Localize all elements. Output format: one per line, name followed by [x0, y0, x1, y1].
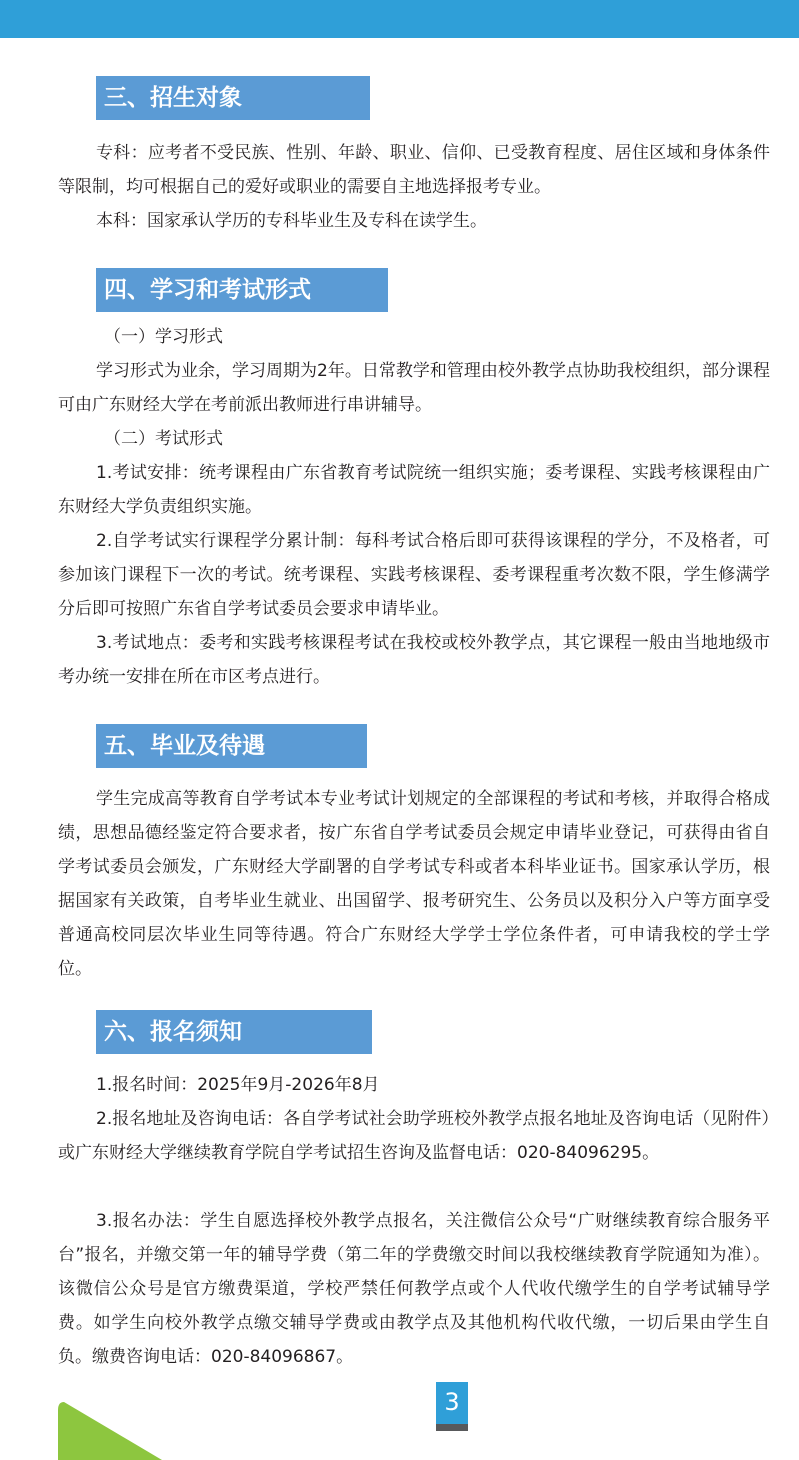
paragraph-s6-1: 1.报名时间：2025年9月-2026年8月	[96, 1075, 380, 1095]
paragraph-s6-3: 3.报名办法：学生自愿选择校外教学点报名，关注微信公众号“广财继续教育综合服务平台”报名，并缴交第一年的辅导学费（第二年的学费缴交时间以我校继续教育学院通知为准）。该微信公众号是官方缴费渠道，学校严禁任何教学点或个人代收代缴学生的自学考试辅导学费。如学生向校外教学点缴交辅导学费或由教学点及其他机构代收代缴，一切后果由学生自负。缴费咨询电话：020-84096867。	[58, 1211, 770, 1367]
page-number-underline	[436, 1424, 468, 1431]
decorative-corner-triangle	[58, 1402, 168, 1460]
subheading-exam-form: （二）考试形式	[104, 429, 223, 449]
paragraph-s4-4: 3.考试地点：委考和实践考核课程考试在我校或校外教学点，其它课程一般由当地地级市考办统一安排在所在市区考点进行。	[58, 633, 770, 687]
paragraph-s4-1: 学习形式为业余，学习周期为2年。日常教学和管理由校外教学点协助我校组织，部分课程可由广东财经大学在考前派出教师进行串讲辅导。	[58, 361, 770, 415]
page-number: 3	[436, 1382, 468, 1426]
section-heading-4: 四、学习和考试形式	[96, 268, 388, 312]
paragraph-s5-1: 学生完成高等教育自学考试本专业考试计划规定的全部课程的考试和考核，并取得合格成绩，思想品德经鉴定符合要求者，按广东省自学考试委员会规定申请毕业登记，可获得由省自学考试委员会颁发，广东财经大学副署的自学考试专科或者本科毕业证书。国家承认学历，根据国家有关政策，自考毕业生就业、出国留学、报考研究生、公务员以及积分入户等方面享受普通高校同层次毕业生同等待遇。符合广东财经大学学士学位条件者，可申请我校的学士学位。	[58, 789, 770, 979]
paragraph-s4-2: 1.考试安排：统考课程由广东省教育考试院统一组织实施；委考课程、实践考核课程由广东财经大学负责组织实施。	[58, 463, 770, 517]
section-heading-3: 三、招生对象	[96, 76, 370, 120]
paragraph-s6-2: 2.报名地址及咨询电话：各自学考试社会助学班校外教学点报名地址及咨询电话（见附件）或广东财经大学继续教育学院自学考试招生咨询及监督电话：020-84096295。	[58, 1109, 770, 1163]
paragraph-s3-2: 本科：国家承认学历的专科毕业生及专科在读学生。	[96, 211, 487, 231]
top-banner-bar	[0, 0, 799, 38]
subheading-study-form: （一）学习形式	[104, 327, 223, 347]
section-heading-6: 六、报名须知	[96, 1010, 372, 1054]
paragraph-s4-3: 2.自学考试实行课程学分累计制：每科考试合格后即可获得该课程的学分，不及格者，可参加该门课程下一次的考试。统考课程、实践考核课程、委考课程重考次数不限，学生修满学分后即可按照广东省自学考试委员会要求申请毕业。	[58, 531, 770, 619]
section-heading-5: 五、毕业及待遇	[96, 724, 367, 768]
paragraph-s3-1: 专科：应考者不受民族、性别、年龄、职业、信仰、已受教育程度、居住区域和身体条件等限制，均可根据自己的爱好或职业的需要自主地选择报考专业。	[58, 143, 770, 197]
